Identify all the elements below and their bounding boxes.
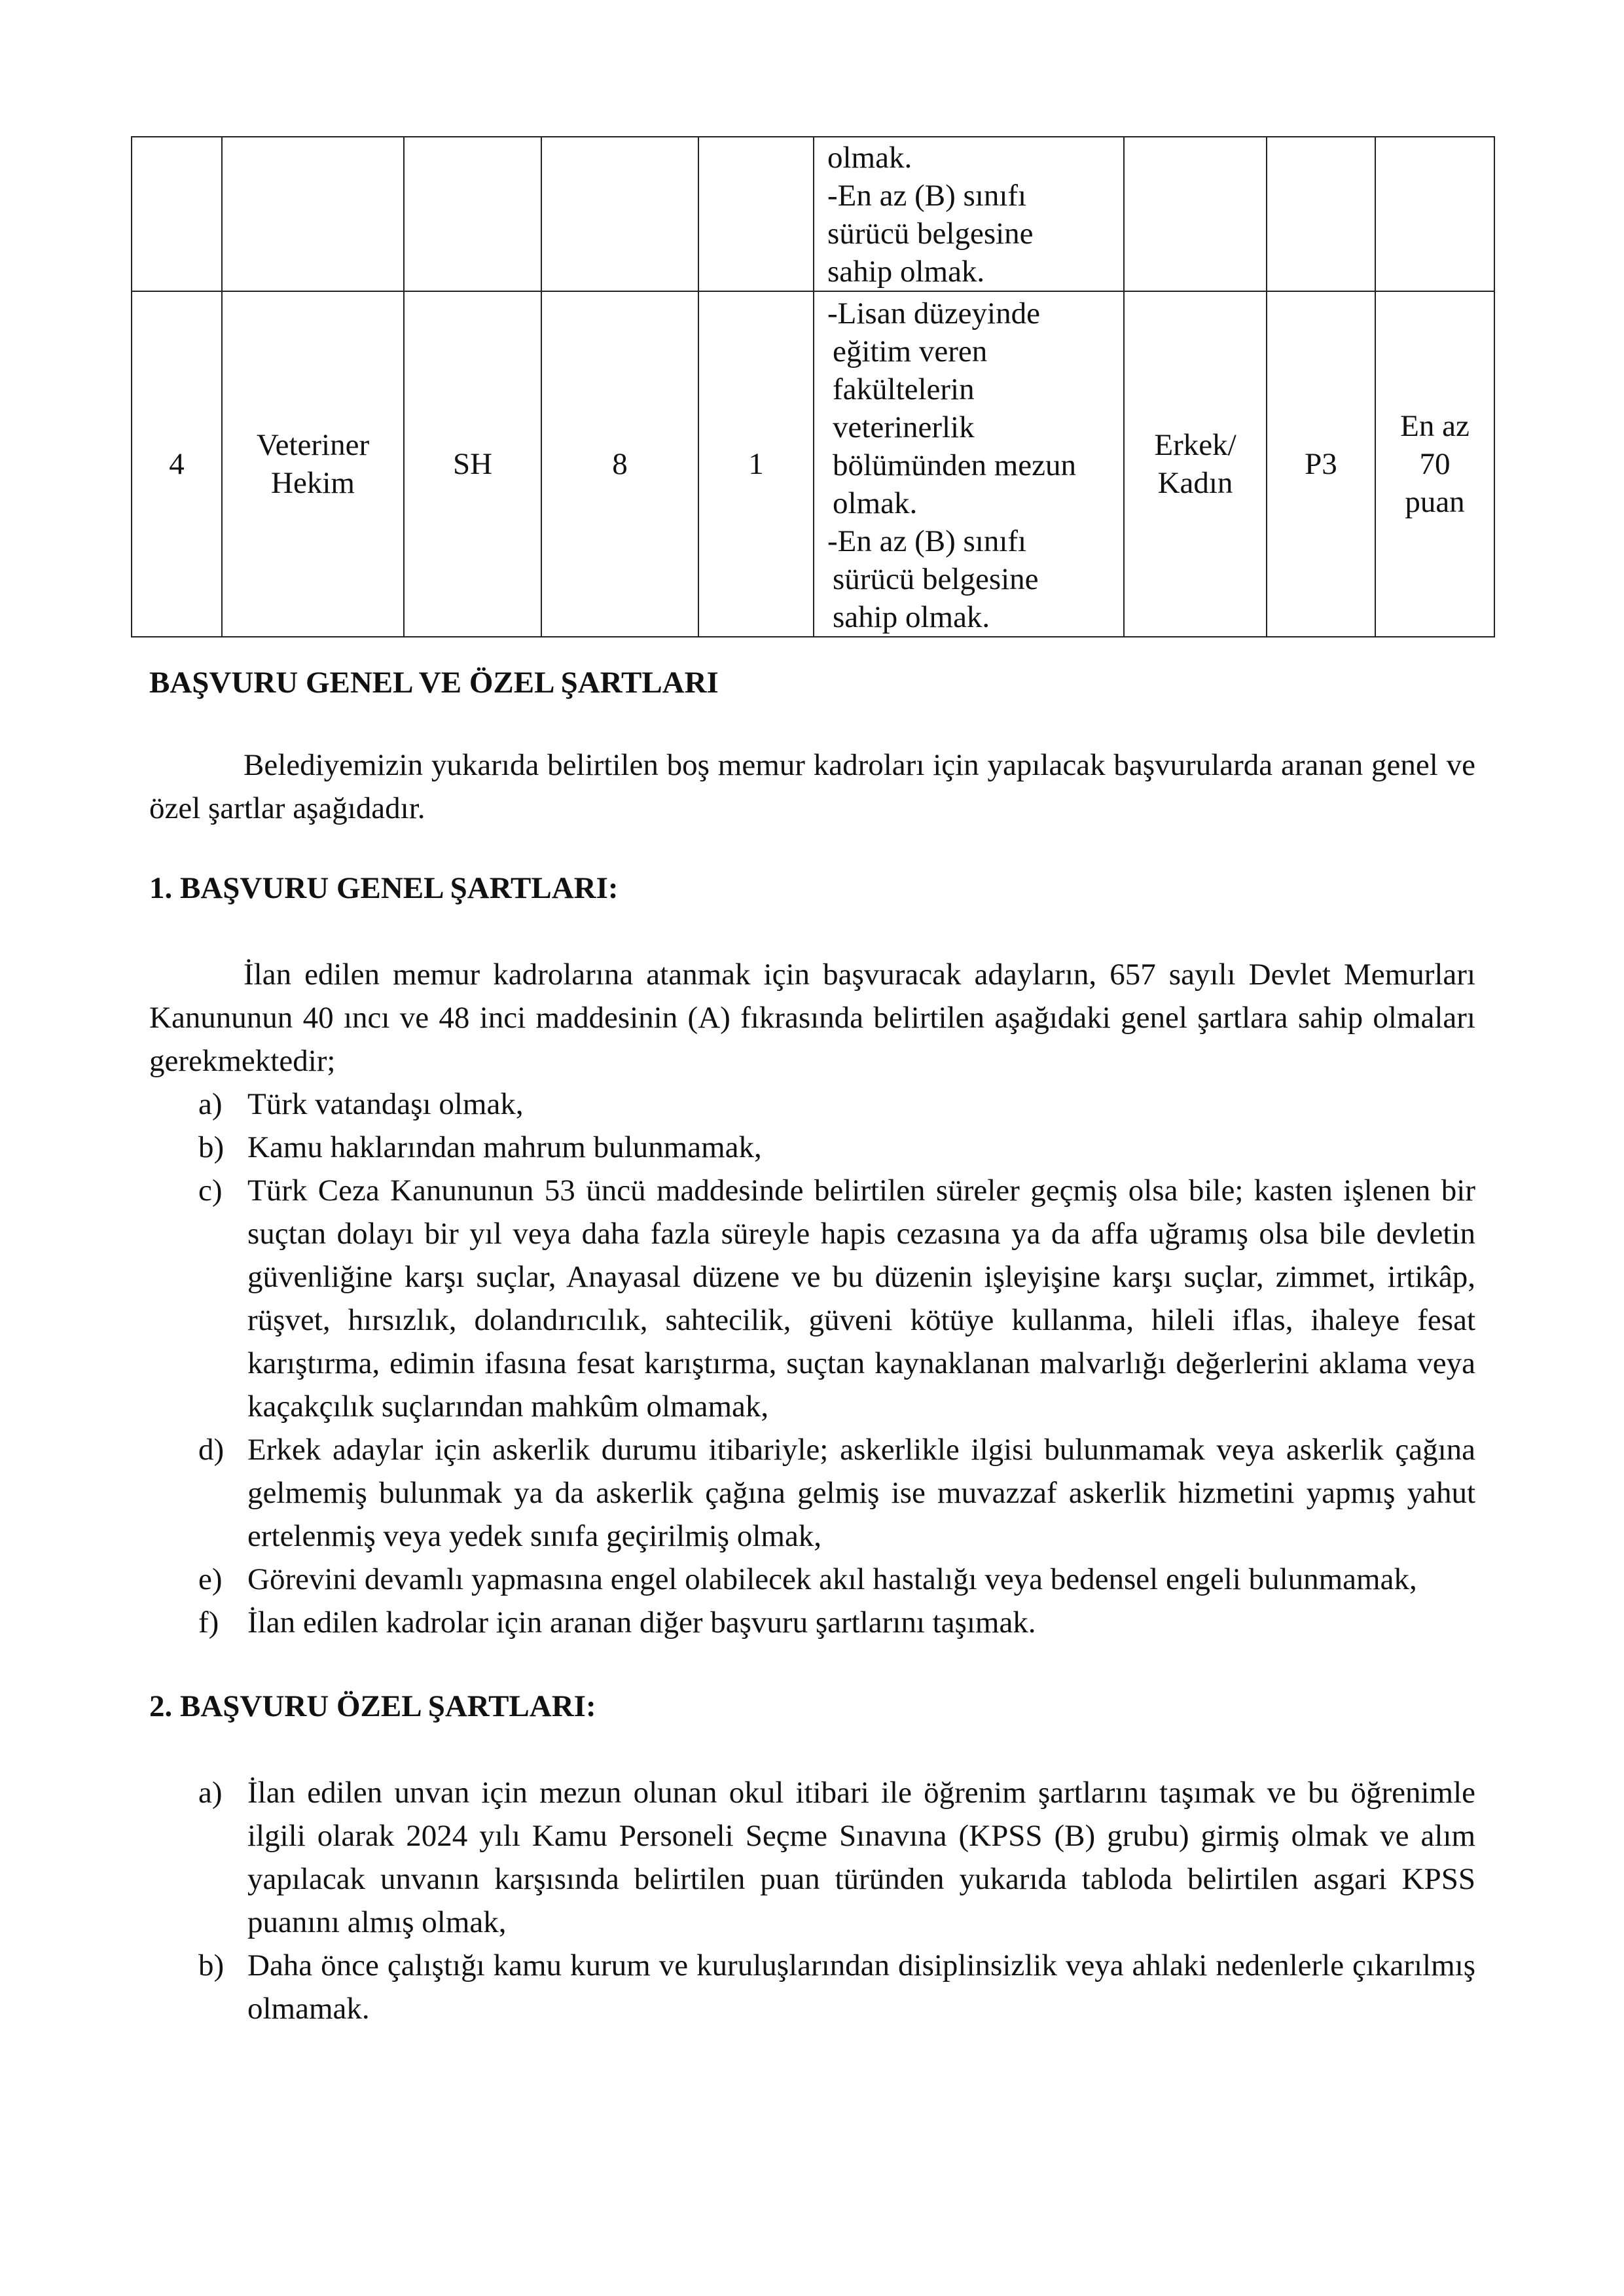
class-cell xyxy=(404,291,541,637)
min-score-line: En az xyxy=(1400,409,1470,443)
gender-line: Erkek/ xyxy=(1154,428,1236,462)
no-cell xyxy=(132,137,222,291)
list-text: Türk vatandaşı olmak, xyxy=(247,1087,524,1121)
list-item xyxy=(149,1083,1475,1126)
requirement-line: olmak. xyxy=(833,486,918,520)
class-value: SH xyxy=(452,447,493,481)
degree-value: 8 xyxy=(612,447,628,481)
requirements-cell xyxy=(814,291,1124,637)
requirement-line: -En az (B) sınıfı xyxy=(827,524,1027,558)
list-label: f) xyxy=(198,1605,219,1640)
requirement-line: sürücü belgesine xyxy=(827,217,1034,251)
list-label: b) xyxy=(198,1948,225,1982)
list-item xyxy=(149,1169,1475,1428)
count-cell xyxy=(698,137,814,291)
requirement-line: bölümünden mezun xyxy=(833,448,1077,482)
list-label: e) xyxy=(198,1562,223,1596)
score-type-value: P3 xyxy=(1305,447,1337,481)
degree-cell xyxy=(541,137,698,291)
list-item xyxy=(149,1944,1475,2030)
requirement-line: sürücü belgesine xyxy=(833,562,1039,596)
requirement-line: sahip olmak. xyxy=(827,255,985,289)
row-number: 4 xyxy=(169,447,185,481)
general-requirements-heading: 1. BAŞVURU GENEL ŞARTLARI: xyxy=(149,871,619,905)
list-text: Daha önce çalıştığı kamu kurum ve kuruluşlarından disiplinsizlik veya ahlaki nedenlerle çıkarılmış olmamak. xyxy=(247,1948,1475,2026)
positions-table xyxy=(131,136,1495,637)
requirement-line: -Lisan düzeyinde xyxy=(827,296,1040,331)
list-label: a) xyxy=(198,1776,223,1810)
general-requirements-list xyxy=(149,1083,1475,1644)
list-text: Kamu haklarından mahrum bulunmamak, xyxy=(247,1130,762,1164)
requirement-line: eğitim veren xyxy=(833,334,988,368)
score-type-cell xyxy=(1267,291,1375,637)
list-text: İlan edilen unvan için mezun olunan okul itibari ile öğrenim şartlarını taşımak ve bu öğrenimle ilgili olarak 2024 yılı Kamu Personeli Seçme Sınavına (KPSS (B) grubu) girmiş olmak ve alım yapılacak unvanın karşısında belirtilen puan türünden yukarıda tabloda belirtilen asgari KPSS puanını almış olmak, xyxy=(247,1776,1475,1939)
list-text: Türk Ceza Kanununun 53 üncü maddesinde belirtilen süreler geçmiş olsa bile; kasten işlenen bir suçtan dolayı bir yıl veya daha fazla süreyle hapis cezasına ya da affa uğramış olsa bile devletin güvenliğine karşı suçlar, Anayasal düzene ve bu düzenin işleyişine karşı suçlar, zimmet, irtikâp, rüşvet, hırsızlık, dolandırıcılık, sahtecilik, güveni kötüye kullanma, hileli iflas, ihaleye fesat karıştırma, edimin ifasına fesat karıştırma, suçtan kaynaklanan malvarlığı değerlerini aklama veya kaçakçılık suçlarından mahkûm olmamak, xyxy=(247,1174,1475,1424)
intro-paragraph: Belediyemizin yukarıda belirtilen boş memur kadroları için yapılacak başvurularda aranan genel ve özel şartlar aşağıdadır. xyxy=(149,748,1475,825)
list-label: b) xyxy=(198,1130,225,1164)
list-text: Erkek adaylar için askerlik durumu itibariyle; askerlikle ilgisi bulunmamak veya askerlik çağına gelmemiş bulunmak ya da askerlik çağına gelmiş ise muvazzaf askerlik hizmetini yapmış yahut ertelenmiş veya yedek sınıfa geçirilmiş olmak, xyxy=(247,1433,1475,1553)
title-line: Veteriner xyxy=(256,428,370,462)
list-item xyxy=(149,1601,1475,1644)
count-value: 1 xyxy=(748,447,764,481)
min-score-cell xyxy=(1375,291,1494,637)
special-requirements-heading: 2. BAŞVURU ÖZEL ŞARTLARI: xyxy=(149,1689,596,1723)
gender-line: Kadın xyxy=(1157,466,1233,500)
class-cell xyxy=(404,137,541,291)
special-requirements-list xyxy=(149,1771,1475,2030)
count-cell xyxy=(698,291,814,637)
list-item xyxy=(149,1771,1475,1944)
table-row xyxy=(132,291,1494,637)
title-cell xyxy=(222,137,404,291)
list-item xyxy=(149,1126,1475,1169)
min-score-line: puan xyxy=(1405,485,1465,519)
list-label: d) xyxy=(198,1433,225,1467)
requirement-line: veterinerlik xyxy=(833,410,975,444)
no-cell xyxy=(132,291,222,637)
list-text: Görevini devamlı yapmasına engel olabilecek akıl hastalığı veya bedensel engeli bulunmamak, xyxy=(247,1562,1417,1596)
title-line: Hekim xyxy=(271,466,355,500)
min-score-cell xyxy=(1375,137,1494,291)
general-requirements-paragraph: İlan edilen memur kadrolarına atanmak için başvuracak adayların, 657 sayılı Devlet Memurları Kanununun 40 ıncı ve 48 inci maddesinin (A) fıkrasında belirtilen aşağıdaki genel şartlara sahip olmaları gerekmektedir; xyxy=(149,958,1475,1078)
main-heading: BAŞVURU GENEL VE ÖZEL ŞARTLARI xyxy=(149,666,719,700)
list-label: c) xyxy=(198,1174,223,1208)
gender-cell xyxy=(1124,137,1267,291)
requirement-line: fakültelerin xyxy=(833,372,975,406)
list-text: İlan edilen kadrolar için aranan diğer başvuru şartlarını taşımak. xyxy=(247,1605,1036,1640)
document-body xyxy=(149,661,1475,2030)
gender-cell xyxy=(1124,291,1267,637)
list-item xyxy=(149,1428,1475,1558)
title-cell xyxy=(222,291,404,637)
min-score-line: 70 xyxy=(1419,447,1451,481)
list-label: a) xyxy=(198,1087,223,1121)
degree-cell xyxy=(541,291,698,637)
score-type-cell xyxy=(1267,137,1375,291)
requirement-line: -En az (B) sınıfı xyxy=(827,179,1027,213)
requirement-line: sahip olmak. xyxy=(833,600,990,634)
requirement-line: olmak. xyxy=(827,141,912,175)
requirements-cell xyxy=(814,137,1124,291)
list-item xyxy=(149,1558,1475,1601)
table-row xyxy=(132,137,1494,291)
